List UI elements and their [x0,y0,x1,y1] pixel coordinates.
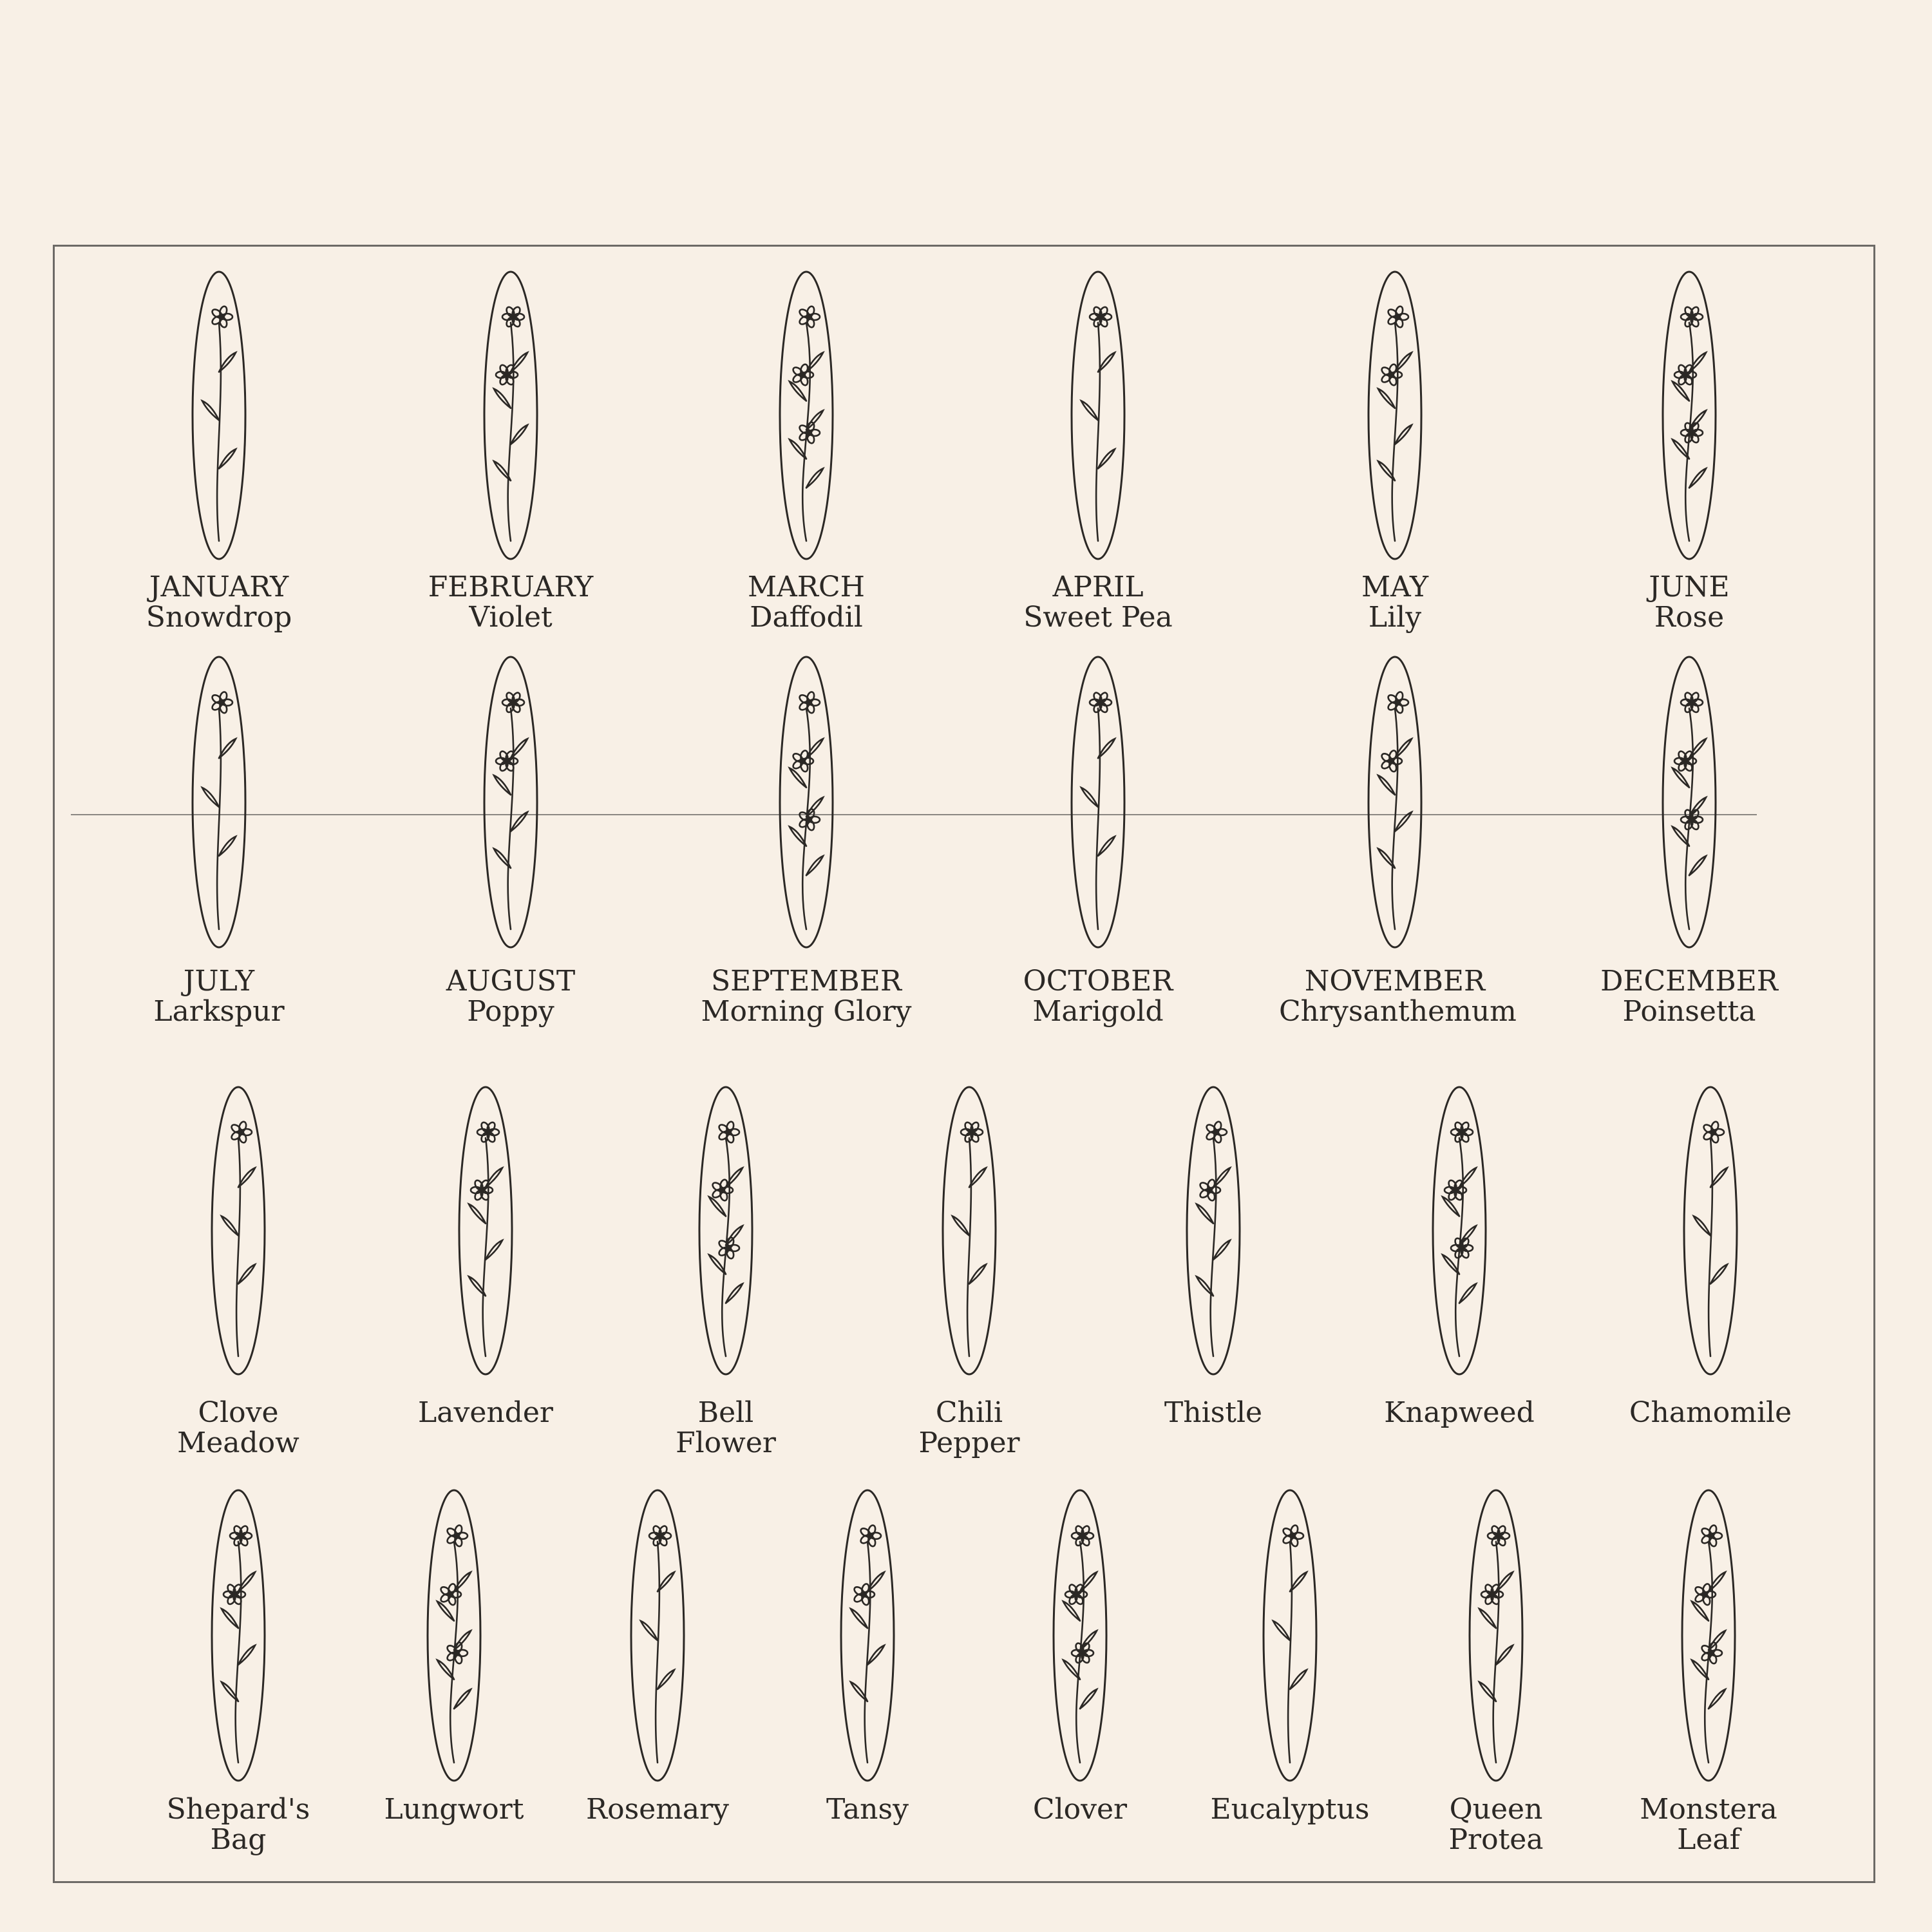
label-line-2: Bag [210,1823,267,1856]
label-line-1: Thistle [1164,1396,1263,1429]
flower-label [982,572,1214,632]
label-line-2: Pepper [918,1426,1020,1459]
flower-label [395,572,627,632]
label-line-1: NOVEMBER [1304,965,1486,998]
label-line-1: Chamomile [1629,1396,1792,1429]
bell-flower-icon [698,1086,753,1376]
extra-flower-card [1595,1086,1826,1468]
flower-label [1174,1794,1406,1824]
label-line-1: DECEMBER [1600,965,1778,998]
poinsetta-icon [1662,656,1717,949]
month-card [1573,270,1805,643]
shepards-bag-icon [211,1489,266,1782]
extra-flower-card [370,1086,601,1468]
month-card [395,270,627,643]
label-line-1: AUGUST [446,965,576,998]
extra-flower-card [122,1489,354,1865]
label-line-2: Daffodil [750,601,863,634]
label-line-2: Sweet Pea [1023,601,1173,634]
flower-label [1573,572,1805,632]
label-line-1: Lungwort [384,1793,524,1826]
extra-flower-card [122,1086,354,1468]
label-line-2: Larkspur [153,995,285,1028]
label-line-1: JUNE [1649,571,1730,603]
chrysanthemum-icon [1367,656,1423,949]
extra-flower-card [338,1489,570,1865]
eucalyptus-icon [1262,1489,1318,1782]
label-line-2: Protea [1448,1823,1544,1856]
month-card [395,656,627,1037]
label-line-1: FEBRUARY [428,571,594,603]
month-card [982,270,1214,643]
extra-flower-card [1380,1489,1612,1865]
rosemary-icon [630,1489,685,1782]
extra-flower-card [542,1489,773,1865]
label-line-2: Chrysanthemum [1279,995,1517,1028]
marigold-icon [1070,656,1126,949]
larkspur-icon [191,656,247,949]
month-card [103,656,335,1037]
sweet-pea-icon [1070,270,1126,560]
label-line-2: Meadow [177,1426,299,1459]
flower-label [122,1794,354,1855]
label-line-2: Marigold [1032,995,1164,1028]
label-line-1: Monstera [1640,1793,1777,1826]
lily-icon [1367,270,1423,560]
flower-label [103,966,335,1027]
label-line-1: Clover [1032,1793,1128,1826]
label-line-2: Poinsetta [1622,995,1756,1028]
flower-label [542,1794,773,1824]
label-line-2: Leaf [1677,1823,1740,1856]
tansy-icon [840,1489,895,1782]
flower-label [690,572,922,632]
chili-pepper-icon [942,1086,997,1376]
flower-label [395,966,627,1027]
snowdrop-icon [191,270,247,560]
flower-label [1279,965,1517,1028]
month-card [690,656,922,1037]
label-line-1: Rosemary [585,1793,730,1826]
rose-icon [1662,270,1717,560]
flower-label [370,1397,601,1428]
flower-label [690,966,922,1027]
poppy-icon [483,656,538,949]
flower-label [103,572,335,632]
thistle-icon [1186,1086,1241,1376]
label-line-2: Snowdrop [146,601,292,634]
flower-label [982,966,1214,1027]
extra-flower-card [752,1489,983,1865]
flower-label [1593,1794,1824,1855]
knapweed-icon [1432,1086,1487,1376]
extra-flower-card [1593,1489,1824,1865]
label-line-2: Flower [676,1426,776,1459]
label-line-1: Knapweed [1384,1396,1535,1429]
label-line-1: Tansy [826,1793,909,1826]
month-card [1279,656,1517,1037]
flower-label [122,1397,354,1458]
label-line-2: Violet [469,601,553,634]
extra-flower-card [1174,1489,1406,1865]
month-card [1279,270,1511,643]
label-line-1: Bell [697,1396,754,1429]
flower-label [752,1794,983,1824]
label-line-1: Clove [198,1396,279,1429]
flower-label [1343,1397,1575,1428]
month-card [982,656,1214,1037]
flower-label [1573,966,1805,1027]
extra-flower-card [853,1086,1085,1468]
lungwort-icon [426,1489,482,1782]
label-line-1: JULY [183,965,255,998]
label-line-1: MARCH [748,571,865,603]
flower-label [610,1397,842,1458]
label-line-1: Shepard's [166,1793,310,1826]
queen-protea-icon [1468,1489,1524,1782]
flower-label [1380,1794,1612,1855]
label-line-1: OCTOBER [1023,965,1173,998]
chamomile-icon [1683,1086,1738,1376]
extra-flower-card [1097,1086,1329,1468]
label-line-1: APRIL [1052,571,1144,603]
extra-flower-card [610,1086,842,1468]
label-line-1: Chili [935,1396,1003,1429]
label-line-1: Lavender [418,1396,553,1429]
label-line-1: SEPTEMBER [711,965,902,998]
label-line-2: Rose [1654,601,1725,634]
flower-label [853,1397,1085,1458]
monstera-leaf-icon [1681,1489,1736,1782]
label-line-1: MAY [1361,571,1429,603]
flower-label [1097,1397,1329,1428]
label-line-2: Lily [1368,601,1422,634]
clove-meadow-icon [211,1086,266,1376]
month-card [1573,656,1805,1037]
flower-label [338,1794,570,1824]
flower-label [1279,572,1511,632]
morning-glory-icon [779,656,834,949]
flower-label [1595,1397,1826,1428]
daffodil-icon [779,270,834,560]
label-line-2: Poppy [467,995,554,1028]
month-card [103,270,335,643]
label-line-1: Eucalyptus [1210,1793,1370,1826]
label-line-1: JANUARY [149,571,289,603]
lavender-icon [458,1086,513,1376]
label-line-1: Queen [1449,1793,1543,1826]
label-line-2: Morning Glory [701,995,912,1028]
clover-icon [1052,1489,1108,1782]
extra-flower-card [1343,1086,1575,1468]
month-card [690,270,922,643]
flower-label [964,1794,1196,1824]
extra-flower-card [964,1489,1196,1865]
violet-icon [483,270,538,560]
